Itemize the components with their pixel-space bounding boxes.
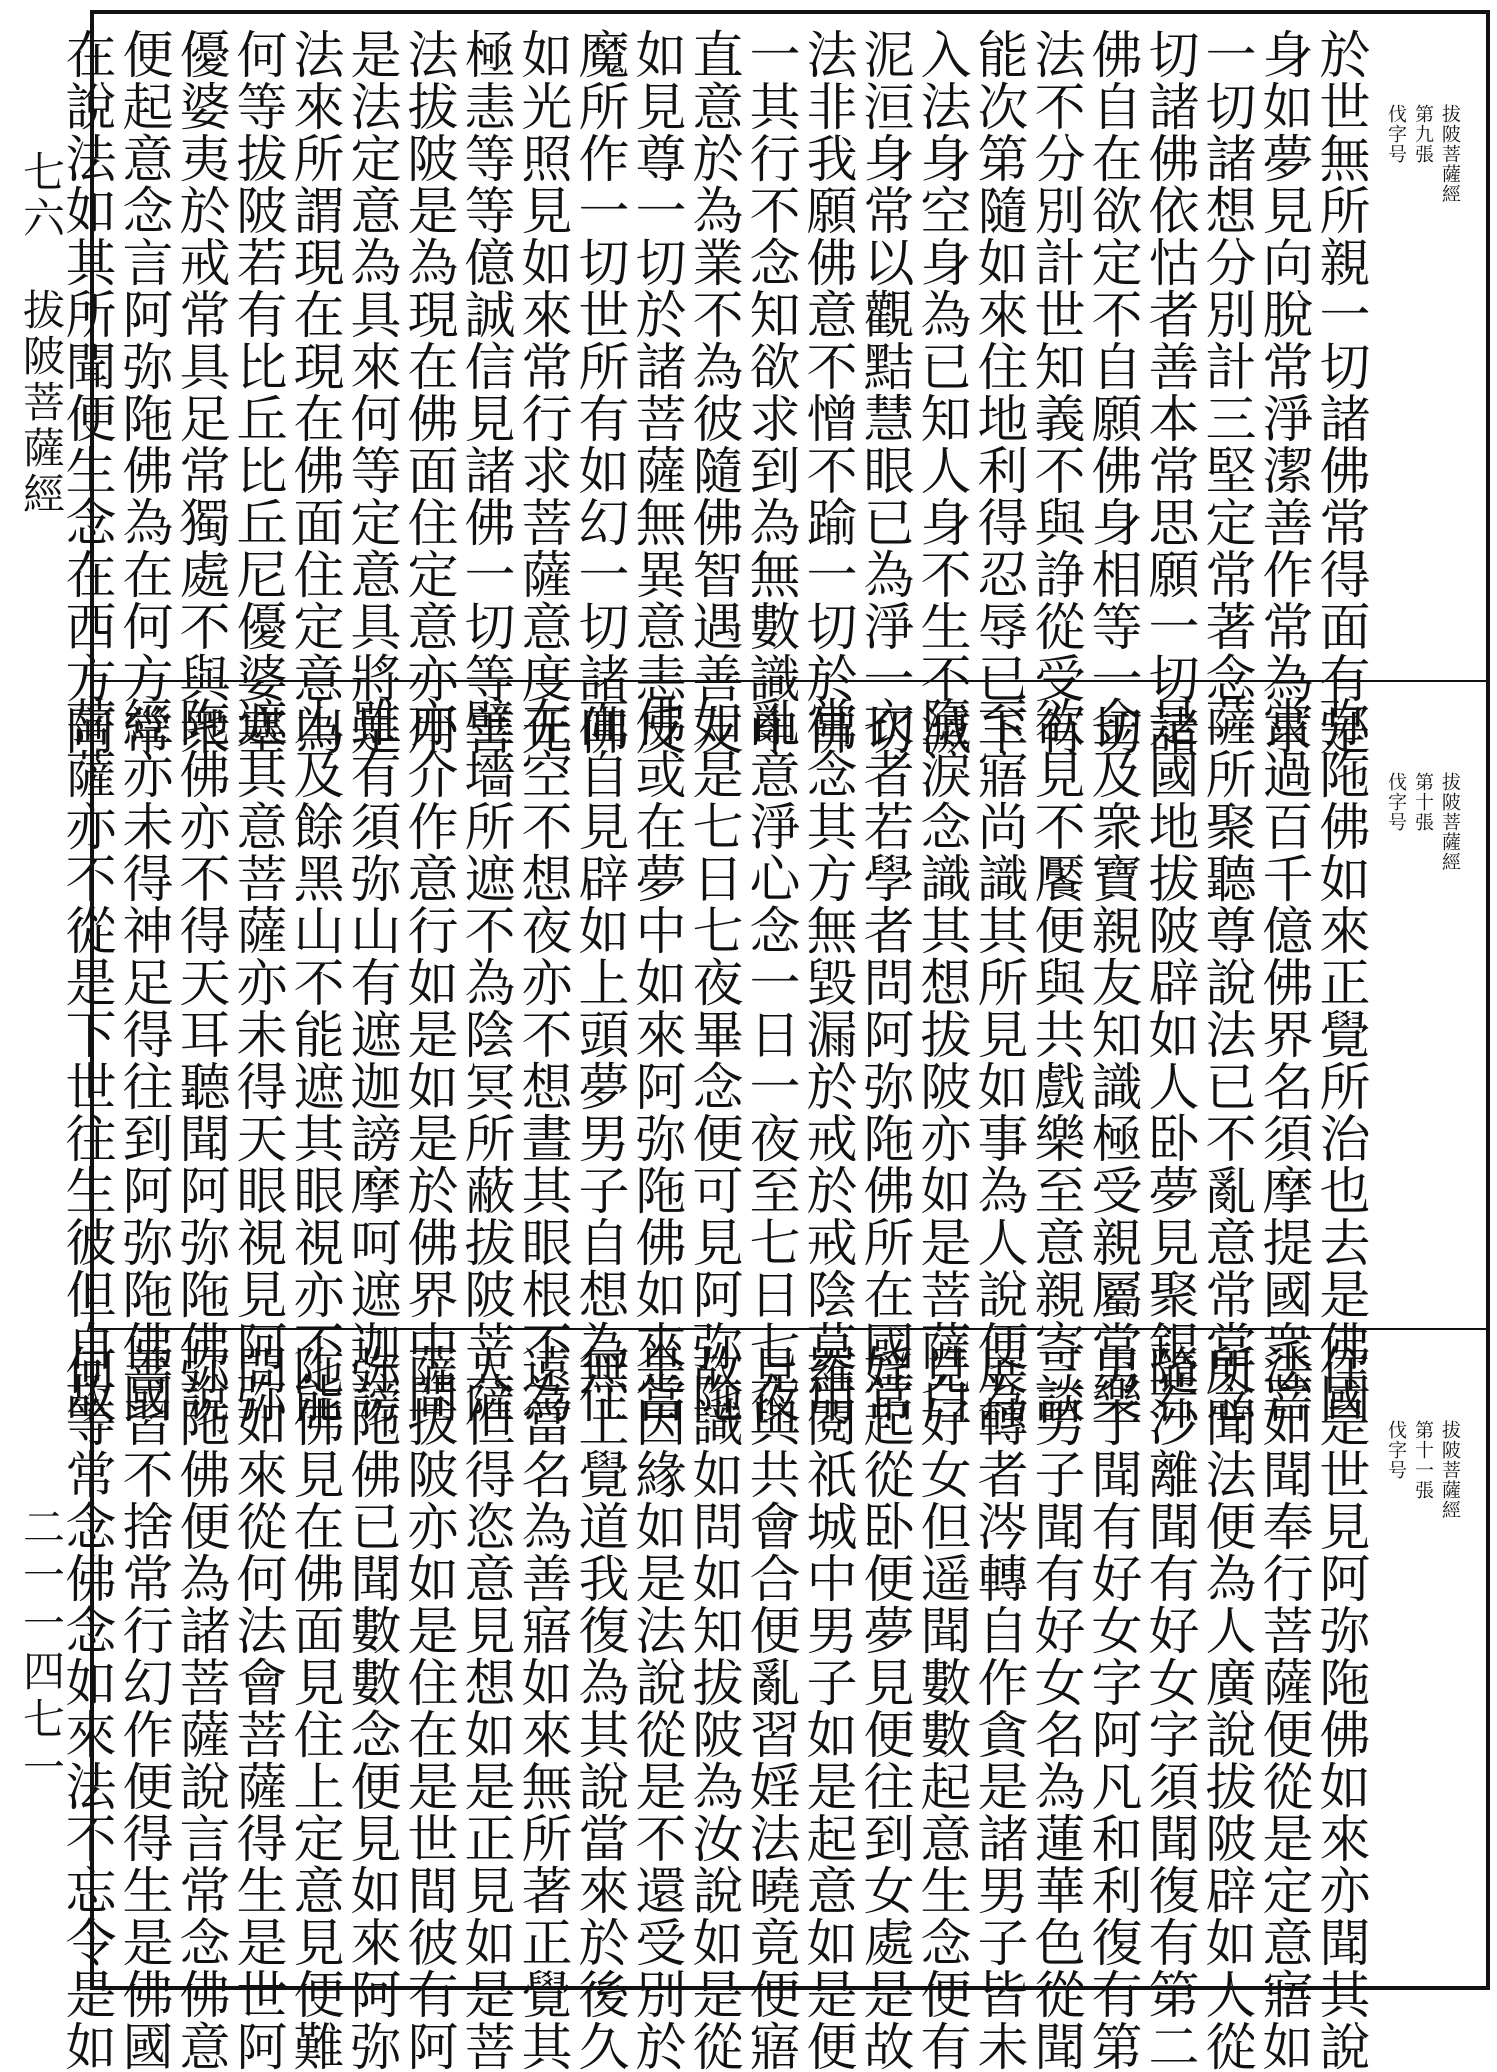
text-panel-top — [56, 14, 1486, 756]
text-column: 魔所作一切世所有如幻一切諸佛 — [569, 28, 628, 756]
text-column: 一切諸想分別計三堅定常著念一 — [1196, 28, 1255, 756]
scripture-text-block — [56, 696, 1369, 1424]
text-column: 佛或在夢中如來阿弥陁佛如來當 — [626, 696, 685, 1424]
margin-mark: 伐字号 — [1385, 1420, 1407, 1480]
text-column: 極恚等等億誠信見諸佛一切等善 — [455, 28, 514, 756]
text-column: 薩拔陂亦如是住在是世間彼有阿 — [398, 1344, 457, 2072]
text-column: 遠當名為善寤如來無所著正覺其 — [512, 1344, 571, 2072]
scripture-text-block — [56, 28, 1369, 756]
text-column: 男子聞有好女字阿凡和利復有第 — [1082, 1344, 1141, 2072]
margin-sheet-number: 第十張 — [1412, 772, 1434, 832]
margin-mark: 伐字号 — [1385, 104, 1407, 164]
text-column: 經亦未得神足得往到阿弥陁佛國 — [113, 696, 172, 1424]
text-column: 何等常念佛念如來法不忘令是如 — [56, 1344, 115, 2072]
text-panel-bottom — [56, 1330, 1486, 2072]
text-column: 金及衆寶親友知識極受親屬常樂 — [1082, 696, 1141, 1424]
text-column: 壁墻所遮不為陰冥所蔽拔陂菩薩 — [455, 696, 514, 1424]
text-column: 如見尊一切於諸菩薩無異意恚反 — [626, 28, 685, 756]
text-column: 隨沙離聞有好女字須聞復有第二 — [1139, 1344, 1198, 2072]
text-column: 在空不想夜亦不想晝其眼根不為 — [512, 696, 571, 1424]
text-column: 住是世見阿弥陁佛如來亦聞其說 — [1310, 1344, 1369, 2072]
text-column: 法拔陂是為現在佛面住定意亦用 — [398, 28, 457, 756]
text-column: 陁佛見在佛面見住上定意見便難 — [284, 1344, 343, 2072]
text-column: 羅閱祇城中男子如是起意如是便 — [797, 1344, 856, 2072]
text-column: 欲見不饜便與共戲樂至意親寄談 — [1025, 696, 1084, 1424]
text-column: 是國地拔陂辟如人卧夢見聚銀若 — [1139, 696, 1198, 1424]
margin-note — [1385, 104, 1464, 650]
text-column: 面自見辟如上頭夢男子自想為住 — [569, 696, 628, 1424]
text-column: 菩薩亦不從是下世往生彼但自故 — [56, 696, 115, 1424]
text-column: 故識如問如知拔陂為汝說如是從 — [683, 1344, 742, 2072]
text-column: 直意於為業不為彼隨佛智遇善友 — [683, 28, 742, 756]
text-column: 無上覺道我復為其說當來於後久 — [569, 1344, 628, 2072]
text-column: 亂意淨心念一日一夜至七日七夜 — [740, 696, 799, 1424]
text-column: 薩所聚聽尊說法已不亂意常當念 — [1196, 696, 1255, 1424]
text-column: 在說法如其所聞便生念在西方阿 — [56, 28, 115, 756]
margin-sutra-name: 拔陂菩薩經 — [1439, 1420, 1461, 1520]
scripture-text-block — [56, 1344, 1369, 2072]
text-column: 入法身空身為已知人身不生不滅 — [911, 28, 970, 756]
text-column: 佛自在欲定不自願佛身相等一切 — [1082, 28, 1141, 756]
text-column: 是法定意為具來何等定意具將是 — [341, 28, 400, 756]
text-column: 是因緣如是法說從是不還受別於 — [626, 1344, 685, 2072]
margin-sheet-number: 第九張 — [1412, 104, 1434, 164]
text-column: 雖有須弥山有遮迦謗摩呵遮迦謗 — [341, 696, 400, 1424]
text-column: 山及餘黑山不能遮其眼視亦不能 — [284, 696, 343, 1424]
text-column: 墮淚念識其想拔陂亦如是菩薩白 — [911, 696, 970, 1424]
text-column: 人但得恣意見想如是正見如是菩 — [455, 1344, 514, 2072]
text-column: 亦介作意行如是如是於佛界中間 — [398, 696, 457, 1424]
text-column: 見與共會合便亂習婬法曉竟便寤 — [740, 1344, 799, 2072]
text-column: 法非我願佛意不憎不踰一切於佛 — [797, 28, 856, 756]
text-column: 善習不捨常行幻作便得生是佛國 — [113, 1344, 172, 2072]
text-column: 一其行不念知欲求到為無數識申 — [740, 28, 799, 756]
text-column: 弥陁佛已聞數數念便見如來阿弥 — [341, 1344, 400, 2072]
text-panel-middle — [56, 682, 1486, 1424]
text-column: 遮其意菩薩亦未得天眼視見阿弥 — [227, 696, 286, 1424]
margin-note — [1385, 772, 1464, 1298]
margin-note — [1385, 1420, 1464, 1956]
text-column: 當過百千億佛界名須摩提國衆菩 — [1253, 696, 1312, 1424]
margin-sutra-name: 拔陂菩薩經 — [1439, 104, 1461, 204]
text-column: 所聞法便為人廣說拔陂辟如人從 — [1196, 1344, 1255, 2072]
text-column: 見好女但遥聞數數起意生念便有 — [911, 1344, 970, 2072]
margin-sheet-number: 第十一張 — [1412, 1420, 1434, 1500]
text-column: 展轉者涔轉自作貪是諸男子皆未 — [968, 1344, 1027, 2072]
text-column: 身如夢見向脫常淨潔善作常為求 — [1253, 28, 1312, 756]
text-column: 切諸佛依怙者善本常思願一切諸 — [1139, 28, 1198, 756]
text-column: 如是七日七夜畢念便可見阿弥陁 — [683, 696, 742, 1424]
text-column: 泥洹身常以觀黠慧眼已為淨一切 — [854, 28, 913, 756]
text-column: 當念其方無毀漏於戒於戒陰莫用 — [797, 696, 856, 1424]
side-page-number: 二一一四七一 — [17, 1505, 66, 1793]
text-column: 三男子聞有好女名為蓮華色從聞 — [1025, 1344, 1084, 2072]
text-column: 優婆夷於戒常具足常獨處不與衆 — [170, 28, 229, 756]
text-column: 於世無所親一切諸佛常得面有是 — [1310, 28, 1369, 756]
side-sutra-title: 七六 拔陂菩薩經 — [17, 150, 66, 518]
text-column: 法如聞奉行菩薩便從是定意寤如 — [1253, 1344, 1312, 2072]
text-column: 婬起從卧便夢見便往到女處是故 — [854, 1344, 913, 2072]
page-frame — [56, 10, 1490, 2072]
margin-sutra-name: 拔陂菩薩經 — [1439, 772, 1461, 872]
text-column: 衣者若學者問阿弥陁佛所在國常 — [854, 696, 913, 1424]
margin-mark: 伐字号 — [1385, 772, 1407, 832]
text-column: 如光照見如來常行求菩薩意度无 — [512, 28, 571, 756]
text-column: 弥陁佛如來正覺所治也去是佛國 — [1310, 696, 1369, 1424]
text-column: 陁佛亦不得天耳聽聞阿弥陁佛說 — [170, 696, 229, 1424]
text-column: 弥陁佛便為諸菩薩說言常念佛意 — [170, 1344, 229, 2072]
text-column: 至寤尚識其所見如事為人說便為 — [968, 696, 1027, 1424]
text-column: 法不分別計世知義不與諍從受有 — [1025, 28, 1084, 756]
text-column: 能次第隨如來住地利得忍辱已下 — [968, 28, 1027, 756]
text-column: 問如來從何法會菩薩得生是世阿 — [227, 1344, 286, 2072]
text-column: 何等拔陂若有比丘比丘尼優婆塞 — [227, 28, 286, 756]
text-column: 法來所謂現在現在佛面住定意為 — [284, 28, 343, 756]
text-column: 便起意念言阿弥陁佛為在何方常 — [113, 28, 172, 756]
